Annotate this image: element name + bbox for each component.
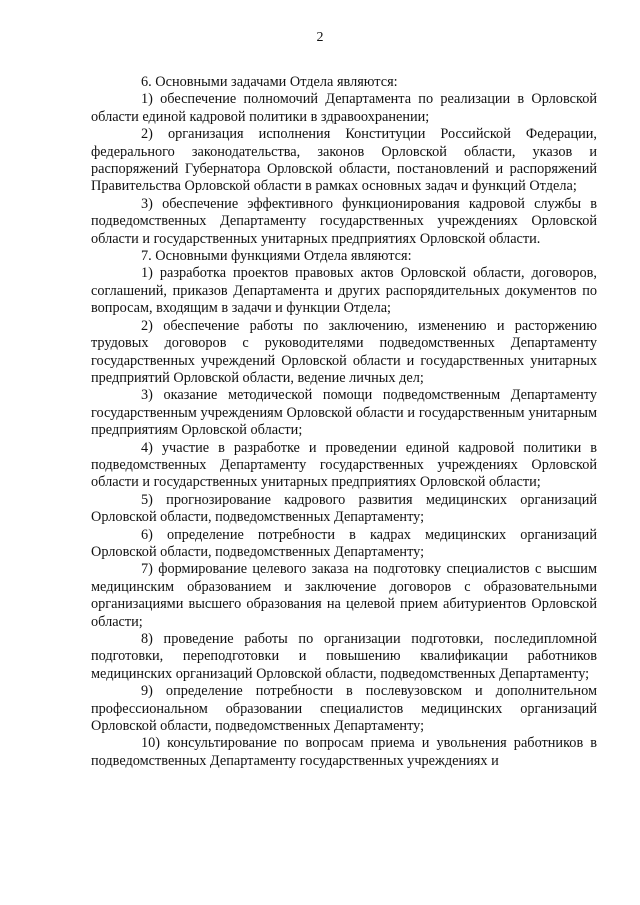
paragraph: 8) проведение работы по организации подготовки, последипломной подготовки, переподготовки и повышению квалификации работников медицинских организаций Орловской области, подведомственных Департаменту; [91, 631, 597, 682]
paragraph: 6) определение потребности в кадрах медицинских организаций Орловской области, подведомственных Департаменту; [91, 526, 597, 560]
paragraph: 2) обеспечение работы по заключению, изменению и расторжению трудовых договоров с руководителями подведомственных Департаменту государственных учреждений Орловской области и государственных унитарных предприятий Орловской области, ведение личных дел; [91, 317, 597, 386]
paragraph: 3) обеспечение эффективного функционирования кадровой службы в подведомственных Департаменту государственных учреждениях Орловской области и государственных унитарных предприятиях Орловской области. [91, 195, 597, 247]
paragraph: 7) формирование целевого заказа на подготовку специалистов с высшим медицинским образованием и заключение договоров с образовательными организациями высшего образования на целевой прием абитуриентов Орловской области; [91, 561, 597, 630]
paragraph: 2) организация исполнения Конституции Российской Федерации, федерального законодательства, законов Орловской области, указов и распоряжений Губернатора Орловской области, постановлений и распоряжений Правительства Орловской области в рамках основных задач и функций Отдела; [91, 126, 597, 195]
paragraph-6-heading: 6. Основными задачами Отдела являются: [141, 74, 398, 90]
paragraph: 5) прогнозирование кадрового развития медицинских организаций Орловской области, подведомственных Департаменту; [91, 491, 597, 526]
paragraph: 3) оказание методической помощи подведомственным Департаменту государственным учреждениям Орловской области и государственным унитарным предприятиям Орловской области; [91, 387, 597, 439]
paragraph: 9) определение потребности в послевузовском и дополнительном профессиональном образовании специалистов медицинских организаций Орловской области, подведомственных Департаменту; [91, 683, 597, 735]
paragraph: 10) консультирование по вопросам приема и увольнения работников в подведомственных Департаменту государственных учреждениях и [91, 735, 597, 769]
page-number: 2 [316, 30, 324, 45]
paragraph: 1) обеспечение полномочий Департамента по реализации в Орловской области единой кадровой политики в здравоохранении; [91, 91, 597, 125]
paragraph: 1) разработка проектов правовых актов Орловской области, договоров, соглашений, приказов Департамента и других распорядительных документов по вопросам, входящим в задачи и функции Отдела; [91, 265, 597, 317]
document-body [91, 74, 597, 770]
paragraph: 4) участие в разработке и проведении единой кадровой политики в подведомственных Департаменту государственных учреждениях Орловской области и государственных унитарных предприятиях Орловской области; [91, 439, 597, 491]
paragraph-7-heading: 7. Основными функциями Отдела являются: [141, 248, 412, 265]
